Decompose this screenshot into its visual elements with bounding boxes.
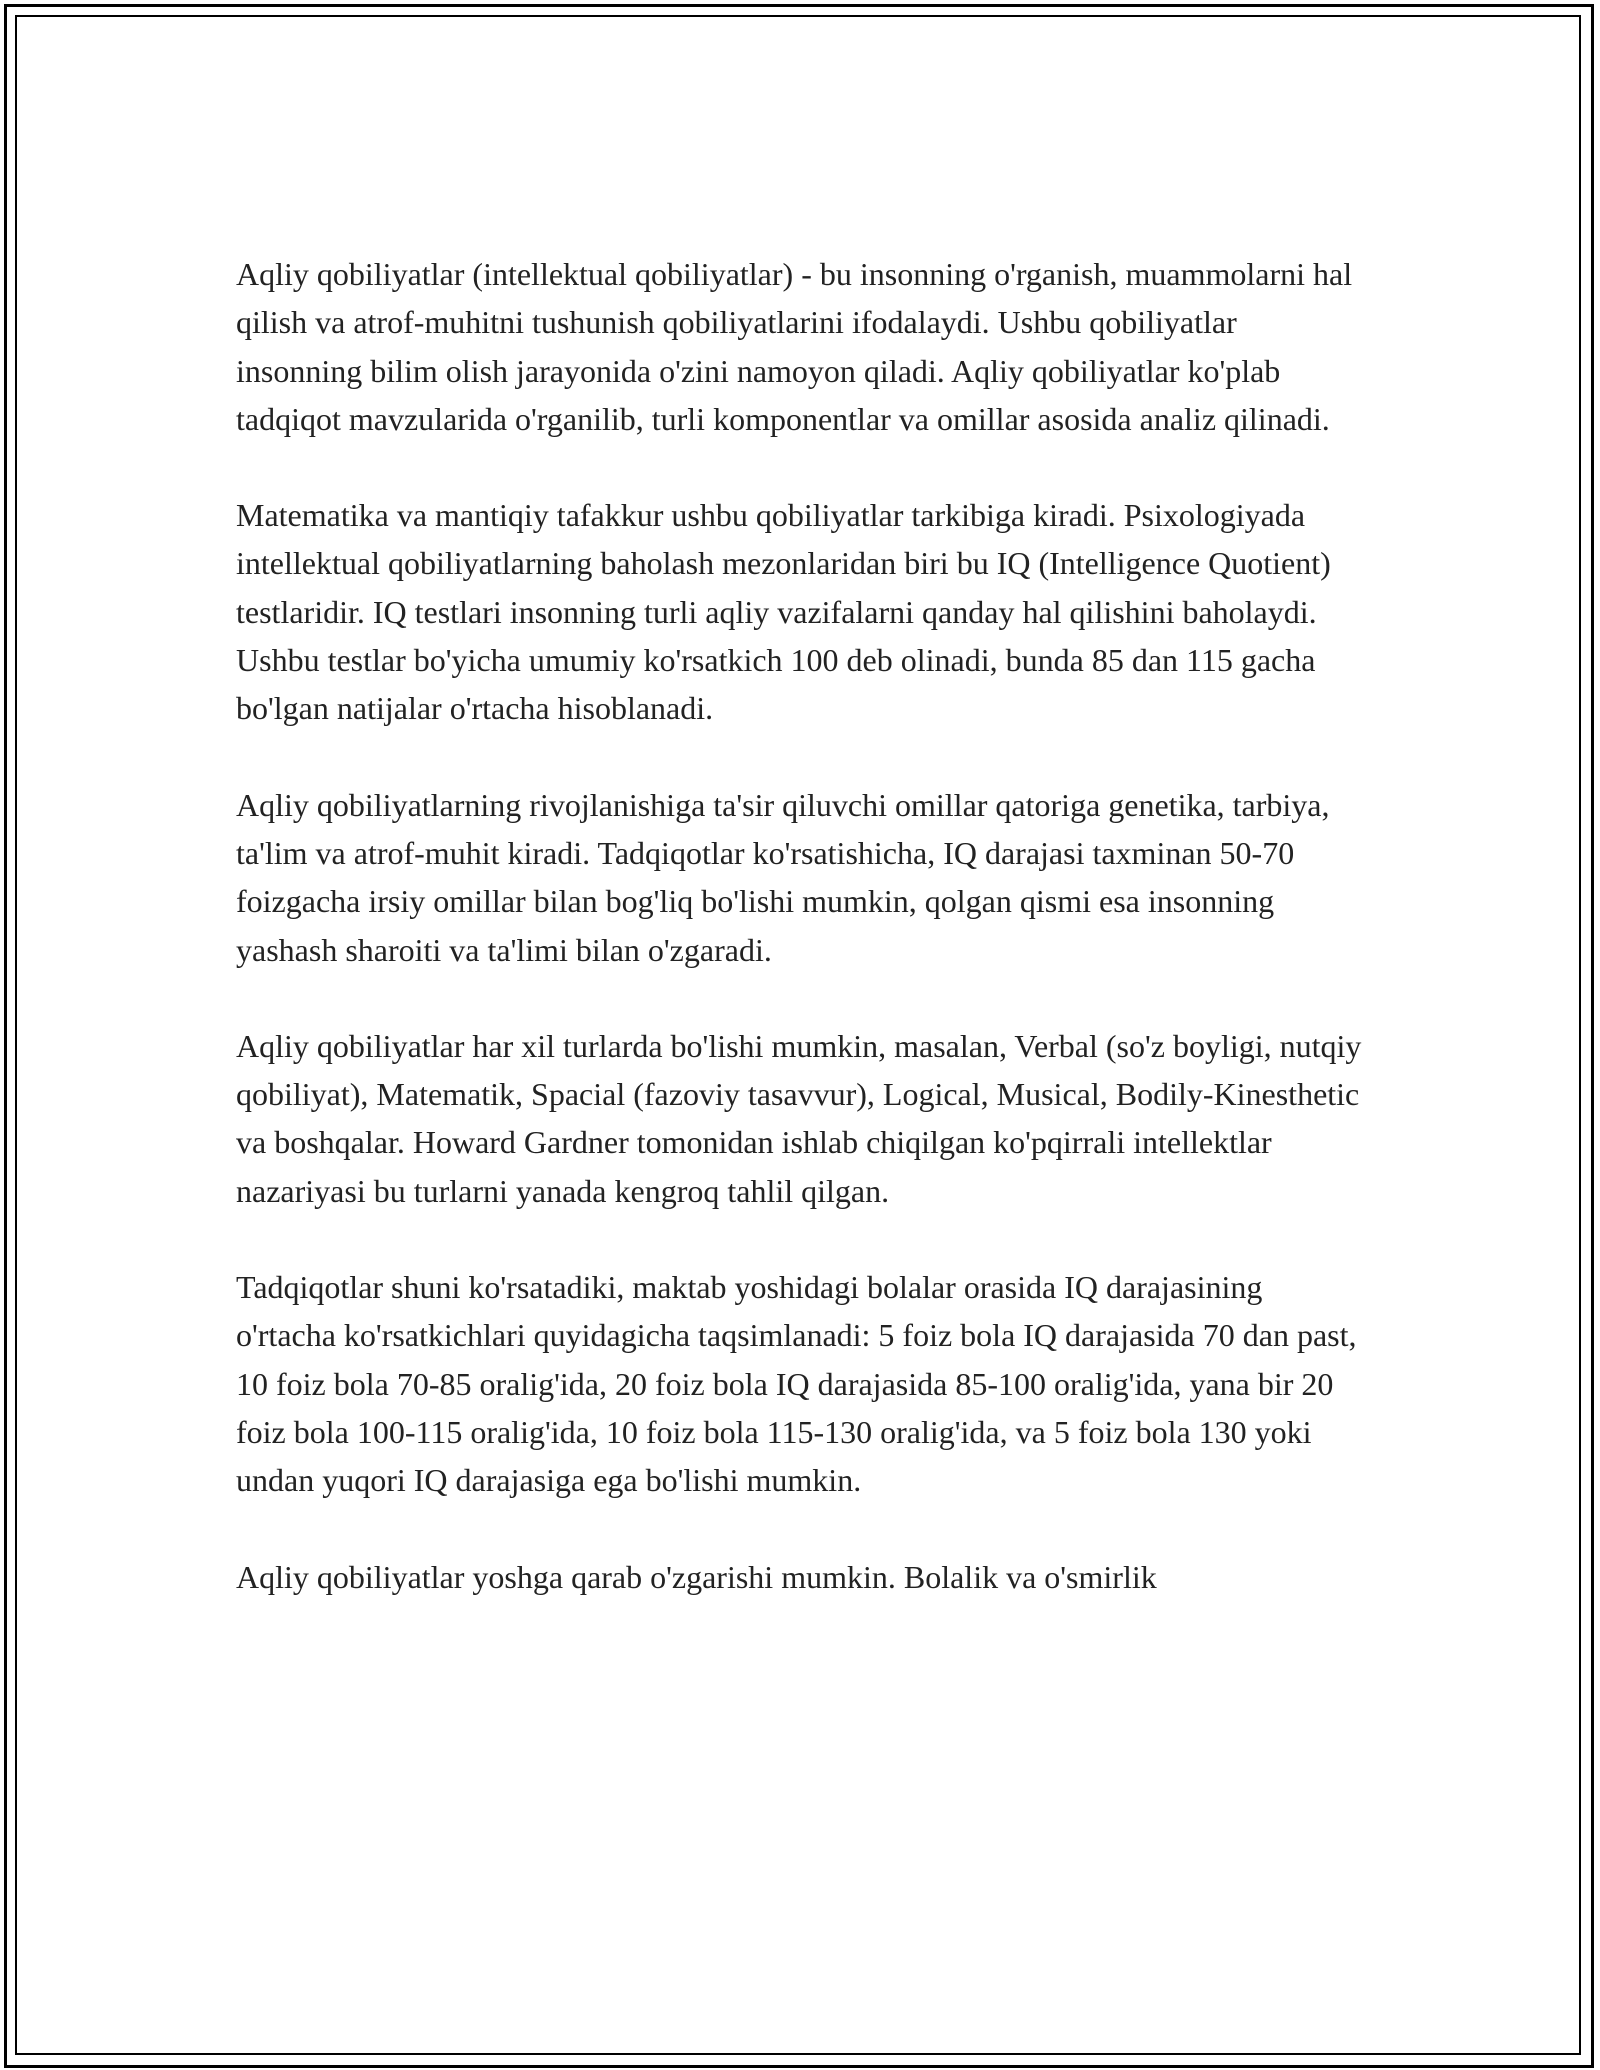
paragraph-intro: Aqliy qobiliyatlar (intellektual qobiliyatlar) - bu insonning o'rganish, muammolarni hal qilish va atrof-muhitni tushunish qobiliyatlarini ifodalaydi. Ushbu qobiliyatlar insonning bilim olish jarayonida o'zini namoyon qiladi. Aqliy qobiliyatlar ko'plab tadqiqot mavzularida o'rganilib, turli komponentlar va omillar asosida analiz qilinadi.: [236, 256, 1353, 437]
document-body: [236, 250, 1366, 1649]
paragraph-factors: Aqliy qobiliyatlarning rivojlanishiga ta'sir qiluvchi omillar qatoriga genetika, tarbiya, ta'lim va atrof-muhit kiradi. Tadqiqotlar ko'rsatishicha, IQ darajasi taxminan 50-70 foizgacha irsiy omillar bilan bog'liq bo'lishi mumkin, qolgan qismi esa insonning yashash sharoiti va ta'limi bilan o'zgaradi.: [236, 786, 1330, 968]
paragraph-types: Aqliy qobiliyatlar har xil turlarda bo'lishi mumkin, masalan, Verbal (so'z boyligi, nutqiy qobiliyat), Matematik, Spacial (fazoviy tasavvur), Logical, Musical, Bodily-Kinesthetic va boshqalar. Howard Gardner tomonidan ishlab chiqilgan ko'pqirrali intellektlar nazariyasi bu turlarni yanada kengroq tahlil qilgan.: [236, 1027, 1362, 1209]
paragraph-iq-tests: Matematika va mantiqiy tafakkur ushbu qobiliyatlar tarkibiga kiradi. Psixologiyada intellektual qobiliyatlarning baholash mezonlaridan biri bu IQ (Intelligence Quotient) testlaridir. IQ testlari insonning turli aqliy vazifalarni qanday hal qilishini baholaydi. Ushbu testlar bo'yicha umumiy ko'rsatkich 100 deb olinadi, bunda 85 dan 115 gacha bo'lgan natijalar o'rtacha hisoblanadi.: [236, 497, 1331, 727]
paragraph-age: Aqliy qobiliyatlar yoshga qarab o'zgarishi mumkin. Bolalik va o'smirlik: [236, 1558, 1157, 1595]
paragraph-distribution: Tadqiqotlar shuni ko'rsatadiki, maktab yoshidagi bolalar orasida IQ darajasining o'rtacha ko'rsatkichlari quyidagicha taqsimlanadi: 5 foiz bola IQ darajasida 70 dan past, 10 foiz bola 70-85 oralig'ida, 20 foiz bola IQ darajasida 85-100 oralig'ida, yana bir 20 foiz bola 100-115 oralig'ida, 10 foiz bola 115-130 oralig'ida, va 5 foiz bola 130 yoki undan yuqori IQ darajasiga ega bo'lishi mumkin.: [236, 1269, 1357, 1499]
